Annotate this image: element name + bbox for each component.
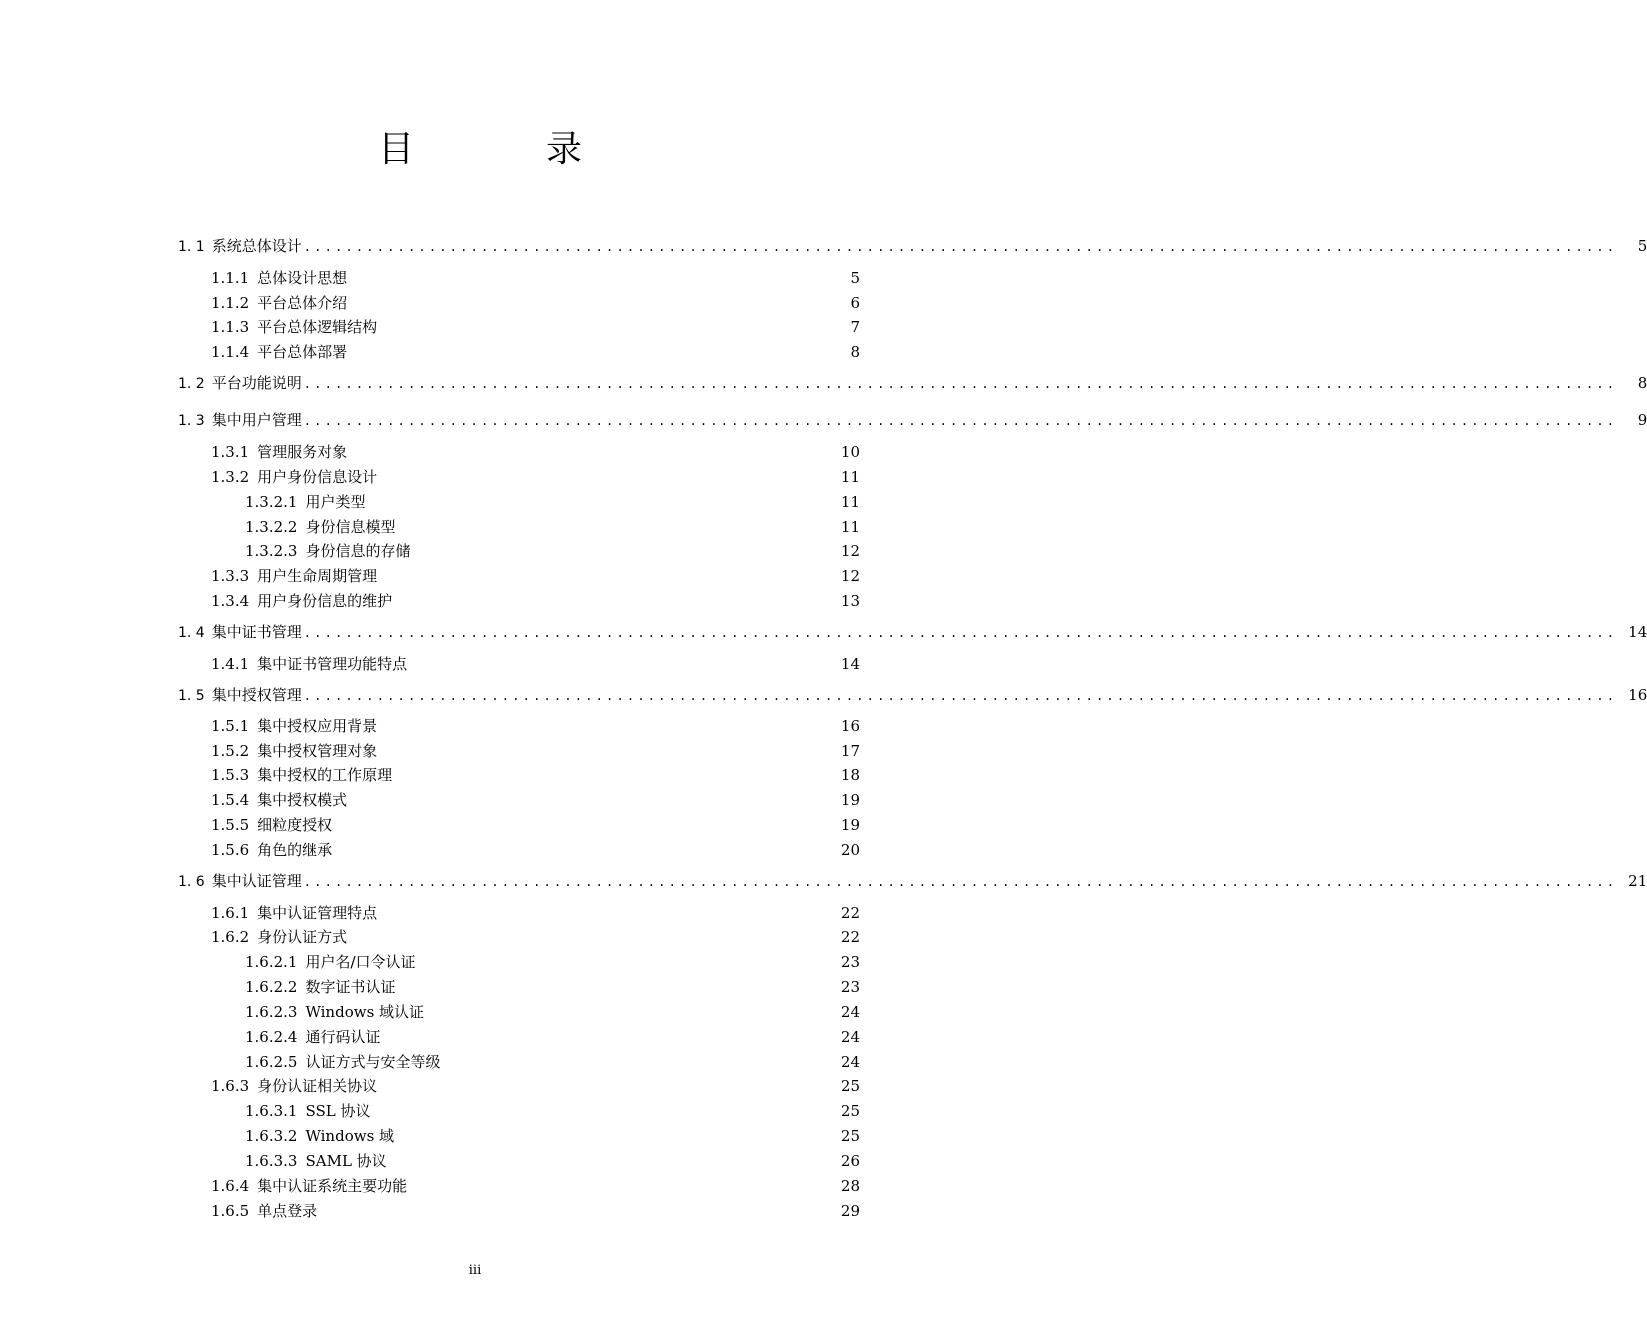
toc-entry-page: 5 [1637, 237, 1647, 255]
toc-entry-title: 身份信息的存储 [305, 542, 411, 560]
toc-entry-number: 1.4.1 [211, 655, 250, 673]
toc-entry-number: 1.5.6 [211, 841, 250, 859]
toc-entry[interactable] [245, 1051, 860, 1073]
toc-entry-page: 25 [840, 1102, 860, 1120]
toc-entry-page: 17 [840, 742, 860, 760]
toc-entry-page: 6 [850, 294, 860, 312]
toc-entry[interactable] [245, 516, 860, 538]
toc-entry-title: 管理服务对象 [257, 443, 348, 461]
toc-entry[interactable] [211, 1175, 860, 1197]
toc-leader-dots: .............................................................................................................................. [303, 414, 1618, 428]
toc-entry-page: 22 [840, 928, 860, 946]
toc-entry[interactable] [178, 684, 1647, 706]
toc-entry-title: 用户类型 [305, 493, 366, 511]
toc-entry-page: 7 [850, 318, 860, 336]
toc-entry[interactable] [211, 902, 860, 924]
toc-entry[interactable] [211, 1200, 860, 1222]
toc-entry-page: 26 [840, 1152, 860, 1170]
toc-entry-page: 18 [840, 766, 860, 784]
toc-entry[interactable] [211, 1075, 860, 1097]
toc-entry-page: 8 [850, 343, 860, 361]
toc-entry-number: 1.3.2.2 [245, 518, 298, 536]
toc-entry[interactable] [245, 951, 860, 973]
toc-entry-page: 23 [840, 953, 860, 971]
toc-entry-page: 24 [840, 1053, 860, 1071]
page-title: 目 录 [377, 129, 630, 170]
toc-entry-number: 1.3.2.3 [245, 542, 298, 560]
toc-entry-page: 10 [840, 443, 860, 461]
toc-entry-number: 1.1.1 [211, 269, 250, 287]
toc-entry-title: 集中授权应用背景 [257, 717, 378, 735]
toc-entry-page: 25 [840, 1127, 860, 1145]
toc-entry-title: 用户身份信息设计 [257, 468, 378, 486]
toc-entry-number: 1.6.3 [211, 1077, 250, 1095]
toc-entry[interactable] [245, 1100, 860, 1122]
toc-entry-number: 1.1.4 [211, 343, 250, 361]
toc-entry-page: 28 [840, 1177, 860, 1195]
toc-entry-title: 集中用户管理 [211, 411, 302, 429]
toc-entry-page: 16 [1628, 686, 1647, 704]
toc-entry-title: 集中授权的工作原理 [257, 766, 393, 784]
toc-entry-page: 23 [840, 978, 860, 996]
toc-entry[interactable] [245, 491, 860, 513]
toc-entry-title: 平台功能说明 [211, 374, 302, 392]
toc-entry-title: 集中授权管理 [211, 686, 302, 704]
toc-entry-page: 14 [840, 655, 860, 673]
toc-entry-number: 1.6.1 [211, 904, 250, 922]
toc-entry-title: 细粒度授权 [257, 816, 333, 834]
toc-entry-title: Windows 域 [305, 1127, 395, 1145]
toc-entry[interactable] [178, 870, 1647, 892]
toc-entry-title: Windows 域认证 [305, 1003, 425, 1021]
toc-entry[interactable] [245, 976, 860, 998]
toc-entry-number: 1.6.2.3 [245, 1003, 298, 1021]
toc-entry-title: 通行码认证 [305, 1028, 381, 1046]
toc-entry-number: 1. 3 [178, 413, 205, 429]
toc-entry-page: 11 [840, 468, 860, 486]
toc-entry-title: 用户名/口令认证 [305, 953, 416, 971]
toc-entry-title: 认证方式与安全等级 [305, 1053, 441, 1071]
toc-entry[interactable] [211, 316, 860, 338]
toc-entry-number: 1.6.4 [211, 1177, 250, 1195]
toc-entry[interactable] [211, 565, 860, 587]
toc-entry-title: 用户身份信息的维护 [257, 592, 393, 610]
toc-entry-title: 身份信息模型 [305, 518, 396, 536]
toc-entry-title: 集中认证管理特点 [257, 904, 378, 922]
toc-leader-dots: .............................................................................................................................. [303, 689, 1618, 703]
toc-entry-number: 1.6.2.5 [245, 1053, 298, 1071]
toc-entry-title: 身份认证方式 [257, 928, 348, 946]
toc-entry[interactable] [245, 1125, 860, 1147]
toc-entry-page: 5 [850, 269, 860, 287]
toc-entry[interactable] [178, 372, 1647, 394]
toc-entry-page: 13 [840, 592, 860, 610]
toc-entry-number: 1.5.3 [211, 766, 250, 784]
toc-entry-page: 9 [1637, 411, 1647, 429]
toc-entry-title: SSL 协议 [305, 1102, 371, 1120]
toc-entry[interactable] [211, 764, 860, 786]
toc-entry[interactable] [178, 409, 1647, 431]
toc-entry-title: 集中授权管理对象 [257, 742, 378, 760]
toc-entry-number: 1.3.4 [211, 592, 250, 610]
toc-entry-page: 19 [840, 816, 860, 834]
toc-entry[interactable] [211, 839, 860, 861]
toc-entry[interactable] [245, 540, 860, 562]
toc-entry-title: 集中证书管理功能特点 [257, 655, 408, 673]
toc-entry-number: 1.5.4 [211, 791, 250, 809]
toc-entry[interactable] [211, 267, 860, 289]
toc-entry-page: 16 [840, 717, 860, 735]
toc-entry-title: 集中证书管理 [211, 623, 302, 641]
toc-entry-title: 角色的继承 [257, 841, 333, 859]
toc-entry-title: 平台总体部署 [257, 343, 348, 361]
toc-entry[interactable] [211, 740, 860, 762]
toc-entry-number: 1.5.2 [211, 742, 250, 760]
toc-entry[interactable] [211, 441, 860, 463]
toc-entry[interactable] [211, 590, 860, 612]
toc-entry-number: 1.3.2 [211, 468, 250, 486]
toc-entry-title: 数字证书认证 [305, 978, 396, 996]
toc-entry-number: 1.1.3 [211, 318, 250, 336]
toc-entry-page: 29 [840, 1202, 860, 1220]
toc-entry[interactable] [211, 466, 860, 488]
toc-entry-page: 24 [840, 1003, 860, 1021]
toc-entry-title: 身份认证相关协议 [257, 1077, 378, 1095]
toc-entry-number: 1.6.2.2 [245, 978, 298, 996]
toc-entry-number: 1.6.2.1 [245, 953, 298, 971]
toc-entry-title: 平台总体逻辑结构 [257, 318, 378, 336]
toc-entry-page: 11 [840, 518, 860, 536]
toc-entry[interactable] [211, 926, 860, 948]
toc-entry-title: SAML 协议 [305, 1152, 387, 1170]
toc-leader-dots: .............................................................................................................................. [303, 377, 1618, 391]
toc-entry[interactable] [211, 814, 860, 836]
toc-entry[interactable] [245, 1150, 860, 1172]
toc-entry-title: 集中认证管理 [211, 872, 302, 890]
toc-entry[interactable] [178, 621, 1647, 643]
toc-entry-page: 12 [840, 567, 860, 585]
toc-entry-title: 系统总体设计 [211, 237, 302, 255]
toc-entry-number: 1.6.2 [211, 928, 250, 946]
toc-entry-title: 集中认证系统主要功能 [257, 1177, 408, 1195]
toc-entry-page: 24 [840, 1028, 860, 1046]
toc-entry-number: 1. 6 [178, 874, 205, 890]
toc-entry-number: 1.6.3.2 [245, 1127, 298, 1145]
toc-entry-number: 1.5.1 [211, 717, 250, 735]
toc-entry-title: 平台总体介绍 [257, 294, 348, 312]
toc-entry-number: 1.6.3.1 [245, 1102, 298, 1120]
toc-entry-page: 22 [840, 904, 860, 922]
toc-leader-dots: .............................................................................................................................. [303, 240, 1618, 254]
toc-leader-dots: .............................................................................................................................. [303, 626, 1618, 640]
toc-entry[interactable] [211, 653, 860, 675]
toc-entry-number: 1. 5 [178, 688, 205, 704]
toc-entry-number: 1.6.2.4 [245, 1028, 298, 1046]
toc-entry-number: 1. 2 [178, 376, 205, 392]
toc-entry-page: 8 [1637, 374, 1647, 392]
toc-entry-number: 1. 4 [178, 625, 205, 641]
toc-entry[interactable] [211, 341, 860, 363]
toc-entry-title: 用户生命周期管理 [257, 567, 378, 585]
toc-entry-page: 19 [840, 791, 860, 809]
toc-entry-number: 1.6.3.3 [245, 1152, 298, 1170]
toc-entry[interactable] [211, 715, 860, 737]
page-number: iii [468, 1263, 482, 1278]
toc-entry-page: 14 [1628, 623, 1647, 641]
toc-entry-number: 1.5.5 [211, 816, 250, 834]
toc-entry[interactable] [245, 1026, 860, 1048]
toc-entry-page: 25 [840, 1077, 860, 1095]
toc-entry[interactable] [245, 1001, 860, 1023]
toc-entry-number: 1.3.2.1 [245, 493, 298, 511]
toc-entry-page: 12 [840, 542, 860, 560]
toc-entry-number: 1.1.2 [211, 294, 250, 312]
toc-entry[interactable] [211, 789, 860, 811]
toc-entry-page: 11 [840, 493, 860, 511]
toc-entry[interactable] [211, 292, 860, 314]
toc-leader-dots: .............................................................................................................................. [303, 875, 1618, 889]
toc-entry-number: 1.6.5 [211, 1202, 250, 1220]
toc-entry-title: 总体设计思想 [257, 269, 348, 287]
toc-entry-page: 20 [840, 841, 860, 859]
toc-entry-number: 1.3.1 [211, 443, 250, 461]
toc-entry[interactable] [178, 235, 1647, 257]
toc-entry-number: 1. 1 [178, 239, 205, 255]
toc-entry-title: 集中授权模式 [257, 791, 348, 809]
toc-entry-number: 1.3.3 [211, 567, 250, 585]
toc-entry-title: 单点登录 [257, 1202, 318, 1220]
toc-entry-page: 21 [1628, 872, 1647, 890]
